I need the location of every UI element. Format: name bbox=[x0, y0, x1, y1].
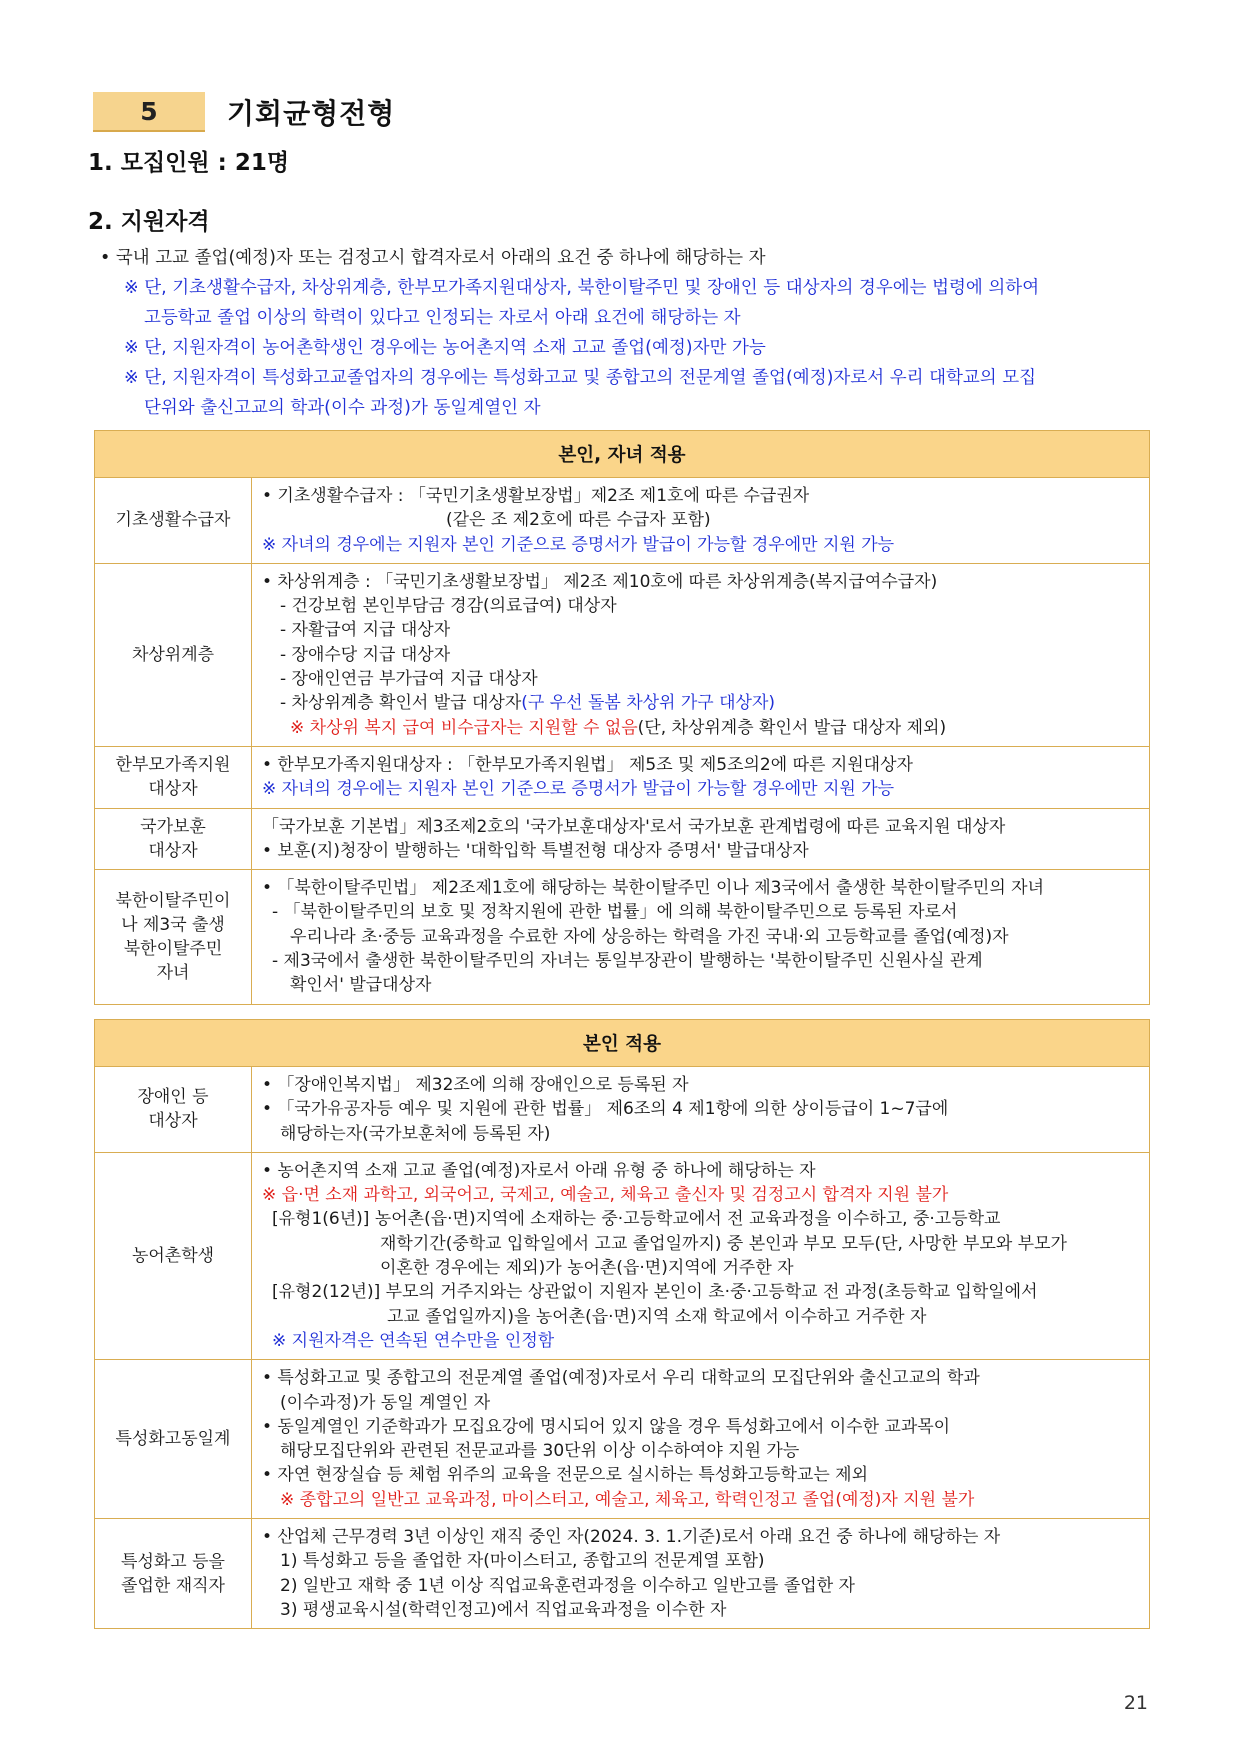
content-line bbox=[262, 716, 1139, 740]
intro-line: • 국내 고교 졸업(예정)자 또는 검정고시 합격자로서 아래의 요건 중 하나에 해당하는 자 bbox=[100, 248, 766, 268]
row-label bbox=[95, 870, 252, 1004]
content-warning: ※ 읍·면 소재 과학고, 외국어고, 국제고, 예술고, 체육고 출신자 및 검정고시 합격자 지원 불가 bbox=[262, 1185, 949, 1206]
content-text: - 차상위계층 확인서 발급 대상자 bbox=[280, 693, 522, 714]
table-self-and-children bbox=[94, 430, 1150, 1005]
table-row bbox=[95, 746, 1150, 808]
table-row bbox=[95, 478, 1150, 564]
row-content bbox=[252, 1067, 1150, 1153]
content-line: - 제3국에서 출생한 북한이탈주민의 자녀는 통일부장관이 발행하는 '북한이탈주민 신원사실 관계 bbox=[272, 951, 983, 972]
row-label-line: 특성화고 등을 bbox=[121, 1551, 225, 1572]
row-content bbox=[252, 478, 1150, 564]
content-warning: ※ 종합고의 일반고 교육과정, 마이스터고, 예술고, 체육고, 학력인정고 졸업(예정)자 지원 불가 bbox=[280, 1489, 975, 1510]
intro-note: ※ 단, 기초생활수급자, 차상위계층, 한부모가족지원대상자, 북한이탈주민 및 장애인 등 대상자의 경우에는 법령에 의하여 bbox=[124, 278, 1040, 298]
row-label bbox=[95, 1067, 252, 1153]
content-line: - 「북한이탈주민의 보호 및 정착지원에 관한 법률」에 의해 북한이탈주민으로 등록된 자로서 bbox=[272, 902, 958, 923]
content-line: • 산업체 근무경력 3년 이상인 재직 중인 자(2024. 3. 1.기준)로서 아래 요건 중 하나에 해당하는 자 bbox=[262, 1527, 1001, 1548]
intro-note: ※ 단, 지원자격이 특성화고교졸업자의 경우에는 특성화고교 및 종합고의 전문계열 졸업(예정)자로서 우리 대학교의 모집 bbox=[124, 368, 1037, 388]
content-line bbox=[262, 691, 1139, 715]
content-warning: ※ 차상위 복지 급여 비수급자는 지원할 수 없음 bbox=[290, 717, 638, 738]
row-label-line: 장애인 등 bbox=[137, 1087, 209, 1108]
row-label bbox=[95, 563, 252, 746]
row-label-line: 북한이탈주민 bbox=[123, 938, 223, 959]
content-line: (이수과정)가 동일 계열인 자 bbox=[280, 1392, 491, 1413]
row-label bbox=[95, 478, 252, 564]
row-label-line: 대상자 bbox=[148, 840, 198, 861]
content-line: - 장애수당 지급 대상자 bbox=[280, 644, 451, 665]
content-note: ※ 자녀의 경우에는 지원자 본인 기준으로 증명서가 발급이 가능할 경우에만 지원 가능 bbox=[262, 534, 895, 555]
content-line: 고교 졸업일까지)을 농어촌(읍·면)지역 소재 학교에서 이수하고 거주한 자 bbox=[387, 1306, 927, 1327]
section-header bbox=[93, 93, 395, 131]
row-content bbox=[252, 1519, 1150, 1629]
table-row bbox=[95, 808, 1150, 870]
content-line: • 「북한이탈주민법」 제2조제1호에 해당하는 북한이탈주민 이나 제3국에서 출생한 북한이탈주민의 자녀 bbox=[262, 878, 1044, 899]
content-note: ※ 지원자격은 연속된 연수만을 인정함 bbox=[272, 1330, 555, 1351]
content-line: • 농어촌지역 소재 고교 졸업(예정)자로서 아래 유형 중 하나에 해당하는 자 bbox=[262, 1160, 816, 1181]
section-title: 기회균형전형 bbox=[227, 97, 396, 130]
content-line: (같은 조 제2호에 따른 수급자 포함) bbox=[446, 510, 711, 531]
recruit-heading: 1. 모집인원 : 21명 bbox=[88, 150, 290, 176]
content-text: (단, 차상위계층 확인서 발급 대상자 제외) bbox=[637, 717, 947, 738]
table-row bbox=[95, 563, 1150, 746]
content-line: • 보훈(지)청장이 발행하는 '대학입학 특별전형 대상자 증명서' 발급대상자 bbox=[262, 840, 809, 861]
content-line: 해당모집단위와 관련된 전문교과를 30단위 이상 이수하여야 지원 가능 bbox=[280, 1441, 800, 1462]
row-label-line: 나 제3국 출생 bbox=[121, 914, 225, 935]
row-label bbox=[95, 1152, 252, 1359]
content-line: • 자연 현장실습 등 체험 위주의 교육을 전문으로 실시하는 특성화고등학교는 제외 bbox=[262, 1465, 868, 1486]
table-header: 본인 적용 bbox=[95, 1020, 1150, 1067]
content-line: - 자활급여 지급 대상자 bbox=[280, 620, 451, 641]
content-line: 우리나라 초·중등 교육과정을 수료한 자에 상응하는 학력을 가진 국내·외 고등학교를 졸업(예정)자 bbox=[290, 926, 1009, 947]
row-label-line: 농어촌학생 bbox=[131, 1246, 215, 1267]
table-header: 본인, 자녀 적용 bbox=[95, 431, 1150, 478]
intro-note-cont: 고등학교 졸업 이상의 학력이 있다고 인정되는 자로서 아래 요건에 해당하는 자 bbox=[144, 308, 741, 328]
content-line: 해당하는자(국가보훈처에 등록된 자) bbox=[280, 1123, 551, 1144]
content-line: • 기초생활수급자 : 「국민기초생활보장법」제2조 제1호에 따른 수급권자 bbox=[262, 486, 810, 506]
content-line: 「국가보훈 기본법」제3조제2호의 '국가보훈대상자'로서 국가보훈 관계법령에 따른 교육지원 대상자 bbox=[262, 816, 1006, 837]
row-content bbox=[252, 563, 1150, 746]
content-line: • 「국가유공자등 예우 및 지원에 관한 법률」 제6조의 4 제1항에 의한 상이등급이 1~7급에 bbox=[262, 1099, 949, 1120]
qualification-heading: 2. 지원자격 bbox=[88, 209, 210, 235]
content-line: • 차상위계층 : 「국민기초생활보장법」 제2조 제10호에 따른 차상위계층(복지급여수급자) bbox=[262, 571, 938, 592]
content-line: 2) 일반고 재학 중 1년 이상 직업교육훈련과정을 이수하고 일반고를 졸업한 자 bbox=[280, 1575, 855, 1596]
row-content bbox=[252, 1152, 1150, 1359]
row-content bbox=[252, 1360, 1150, 1519]
content-line: • 동일계열인 기준학과가 모집요강에 명시되어 있지 않을 경우 특성화고에서 이수한 교과목이 bbox=[262, 1416, 951, 1437]
row-content bbox=[252, 808, 1150, 870]
section-number-badge: 5 bbox=[93, 92, 205, 132]
content-line: - 장애인연금 부가급여 지급 대상자 bbox=[280, 669, 538, 690]
row-label bbox=[95, 808, 252, 870]
table-row bbox=[95, 1519, 1150, 1629]
row-content bbox=[252, 746, 1150, 808]
content-line: • 한부모가족지원대상자 : 「한부모가족지원법」 제5조 및 제5조의2에 따른 지원대상자 bbox=[262, 754, 913, 775]
content-line: 재학기간(중학교 입학일에서 고교 졸업일까지) 중 본인과 부모 모두(단, 사망한 부모와 부모가 bbox=[380, 1233, 1067, 1254]
row-label-line: 대상자 bbox=[148, 1111, 198, 1132]
row-label-line: 국가보훈 bbox=[140, 816, 206, 837]
row-label bbox=[95, 1519, 252, 1629]
row-label bbox=[95, 746, 252, 808]
row-label-line: 한부모가족지원 bbox=[115, 755, 231, 776]
row-label-line: 대상자 bbox=[148, 779, 198, 800]
content-line: 1) 특성화고 등을 졸업한 자(마이스터고, 종합고의 전문계열 포함) bbox=[280, 1551, 765, 1572]
row-label-line: 특성화고동일계 bbox=[115, 1429, 231, 1450]
table-row bbox=[95, 1360, 1150, 1519]
row-label-line: 졸업한 재직자 bbox=[121, 1575, 225, 1596]
content-note-inline: (구 우선 돌봄 차상위 가구 대상자) bbox=[521, 693, 776, 714]
content-line: [유형1(6년)] 농어촌(읍·면)지역에 소재하는 중·고등학교에서 전 교육과정을 이수하고, 중·고등학교 bbox=[272, 1209, 1001, 1230]
row-label-line: 자녀 bbox=[156, 962, 190, 983]
content-line: 3) 평생교육시설(학력인정고)에서 직업교육과정을 이수한 자 bbox=[280, 1599, 727, 1620]
content-line: 확인서' 발급대상자 bbox=[290, 975, 432, 996]
content-note: ※ 자녀의 경우에는 지원자 본인 기준으로 증명서가 발급이 가능할 경우에만 지원 가능 bbox=[262, 779, 895, 800]
table-self-only bbox=[94, 1019, 1150, 1629]
row-content bbox=[252, 870, 1150, 1004]
content-line: • 특성화고교 및 종합고의 전문계열 졸업(예정)자로서 우리 대학교의 모집단위와 출신고교의 학과 bbox=[262, 1368, 980, 1389]
content-line: • 「장애인복지법」 제32조에 의해 장애인으로 등록된 자 bbox=[262, 1075, 689, 1095]
row-label bbox=[95, 1360, 252, 1519]
content-line: 이혼한 경우에는 제외)가 농어촌(읍·면)지역에 거주한 자 bbox=[380, 1258, 794, 1279]
intro-note: ※ 단, 지원자격이 농어촌학생인 경우에는 농어촌지역 소재 고교 졸업(예정)자만 가능 bbox=[124, 338, 766, 358]
content-line: - 건강보험 본인부담금 경감(의료급여) 대상자 bbox=[280, 596, 617, 617]
row-label-line: 차상위계층 bbox=[131, 644, 215, 665]
table-row bbox=[95, 870, 1150, 1004]
table-row bbox=[95, 1067, 1150, 1153]
row-label-line: 북한이탈주민이 bbox=[115, 890, 231, 911]
qualification-intro bbox=[100, 243, 1160, 423]
page-number: 21 bbox=[1123, 1692, 1148, 1714]
content-line: [유형2(12년)] 부모의 거주지와는 상관없이 지원자 본인이 초·중·고등학교 전 과정(초등학교 입학일에서 bbox=[272, 1282, 1038, 1303]
intro-note-cont: 단위와 출신고교의 학과(이수 과정)가 동일계열인 자 bbox=[144, 398, 541, 418]
table-row bbox=[95, 1152, 1150, 1359]
row-label-line: 기초생활수급자 bbox=[115, 510, 231, 531]
